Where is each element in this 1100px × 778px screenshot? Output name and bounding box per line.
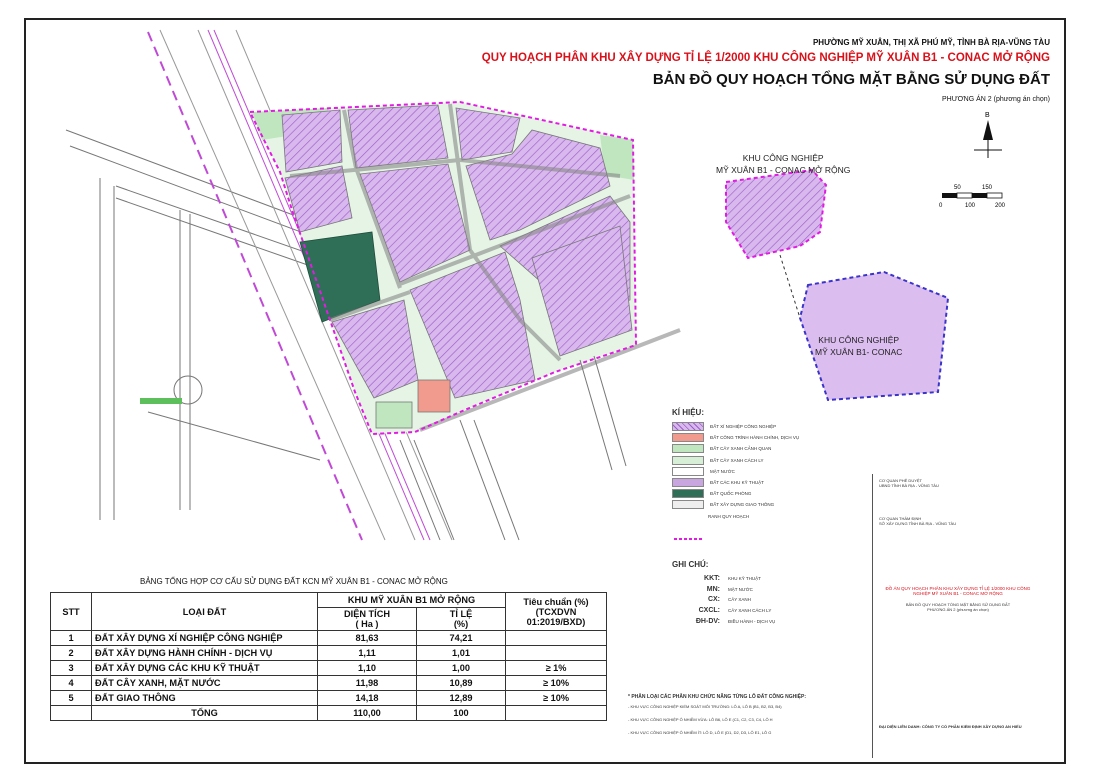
zone-label-expanded: KHU CÔNG NGHIỆP MỸ XUÂN B1 - CONAC MỞ RỘNG	[716, 153, 851, 175]
classification-row: - KHU VỰC CÔNG NGHIỆP KIỂM SOÁT MÔI TRƯỜNG: LÔ A, LÔ B (B1, B2, B3, B4)	[628, 704, 782, 709]
tb-approver-name: UBND TỈNH BÀ RỊA - VŨNG TÀU	[879, 483, 939, 488]
tb-consultant: ĐẠI DIỆN LIÊN DANH: CÔNG TY CỔ PHẦN KIỂM ĐỊNH XÂY DỰNG AN HIẾU	[879, 724, 1022, 729]
cell-area: 11,98	[318, 676, 417, 691]
cell-stt: 3	[51, 661, 92, 676]
scale-bar	[942, 193, 1002, 198]
legend-title: KÍ HIỆU:	[672, 408, 704, 417]
cell-ratio: 1,01	[417, 646, 506, 661]
swatch-technical	[672, 478, 704, 487]
cell-total-label: TỔNG	[92, 706, 318, 721]
legend-label: ĐẤT CÁC KHU KỸ THUẬT	[710, 480, 764, 486]
note-item	[672, 595, 872, 606]
table-row	[51, 646, 607, 661]
tb-sheet: BẢN ĐỒ QUY HOẠCH TỔNG MẶT BẰNG SỬ DỤNG ĐẤT	[905, 602, 1011, 607]
legend-label: ĐẤT QUỐC PHÒNG	[710, 491, 752, 497]
cell-std: ≥ 10%	[506, 691, 607, 706]
green-park-block	[376, 402, 412, 428]
cell-std	[506, 646, 607, 661]
scale-tick: 100	[965, 203, 976, 209]
legend-label: ĐẤT CÂY XANH CẢNH QUAN	[710, 446, 772, 452]
cell-std: ≥ 1%	[506, 661, 607, 676]
th-group: KHU MỸ XUÂN B1 MỞ RỘNG	[318, 593, 506, 608]
note-item	[672, 605, 872, 616]
cell-area: 14,18	[318, 691, 417, 706]
legend-label: ĐẤT XÍ NGHIỆP CÔNG NGHIỆP	[710, 424, 777, 430]
cell-name: ĐẤT XÂY DỰNG XÍ NGHIỆP CÔNG NGHIỆP	[92, 631, 318, 646]
legend-item	[672, 466, 862, 477]
tb-appraiser-name: SỞ XÂY DỰNG TỈNH BÀ RỊA - VŨNG TÀU	[879, 521, 957, 526]
legend-label: MẶT NƯỚC	[710, 468, 735, 474]
cell-stt: 2	[51, 646, 92, 661]
tb-sheet-option: PHƯƠNG ÁN 2 (phương án chọn)	[927, 607, 989, 612]
table-caption: BẢNG TỔNG HỢP CƠ CẤU SỬ DỤNG ĐẤT KCN MỸ XUÂN B1 - CONAC MỞ RỘNG	[140, 577, 448, 586]
link-line	[780, 255, 800, 318]
note-value: CÂY XANH CÁCH LY	[728, 608, 772, 614]
scale-tick: 200	[995, 203, 1006, 209]
note-value: ĐIỀU HÀNH - DỊCH VỤ	[728, 619, 776, 625]
note-item	[672, 584, 872, 595]
header-location: PHƯỜNG MỸ XUÂN, THỊ XÃ PHÚ MỸ, TỈNH BÀ RỊA-VŨNG TÀU	[812, 38, 1050, 47]
zone-label-existing: KHU CÔNG NGHIỆP MỸ XUÂN B1- CONAC	[815, 335, 903, 357]
cell-area: 1,10	[318, 661, 417, 676]
legend-item	[672, 511, 862, 522]
note-key: MN:	[706, 585, 720, 593]
classification-row: - KHU VỰC CÔNG NGHIỆP Ô NHIỄM ÍT: LÔ D, LÔ E (D1, D2, D3, LÔ E1, LÔ G	[628, 730, 772, 735]
north-label: B	[985, 112, 990, 119]
note-key: KKT:	[704, 574, 720, 582]
swatch-admin	[672, 433, 704, 442]
legend-label: RANH QUY HOẠCH	[708, 513, 750, 519]
note-value: CÂY XANH	[728, 597, 751, 603]
note-key: ĐH-DV:	[695, 618, 720, 626]
swatch-boundary	[672, 513, 702, 520]
legend-label: ĐẤT CÔNG TRÌNH HÀNH CHÍNH, DỊCH VỤ	[710, 435, 800, 441]
notes	[672, 560, 872, 627]
cell-total-ratio: 100	[417, 706, 506, 721]
header-title: QUY HOẠCH PHÂN KHU XÂY DỰNG TỈ LỆ 1/2000 KHU CÔNG NGHIỆP MỸ XUÂN B1 - CONAC MỞ RỘNG	[481, 52, 1050, 64]
legend	[672, 408, 862, 522]
tb-approver: CƠ QUAN PHÊ DUYỆT	[879, 478, 922, 483]
tb-project: ĐỒ ÁN QUY HOẠCH PHÂN KHU XÂY DỰNG TỈ LỆ 1/2000 KHU CÔNG NGHIỆP MỸ XUÂN B1 - CONAC MỞ RỘNG	[885, 586, 1031, 596]
header-subtitle: BẢN ĐỒ QUY HOẠCH TỔNG MẶT BẰNG SỬ DỤNG ĐẤT	[652, 71, 1050, 88]
cell-std	[506, 631, 607, 646]
th-stt: STT	[51, 593, 92, 631]
cell-name: ĐẤT CÂY XANH, MẶT NƯỚC	[92, 676, 318, 691]
cell-stt: 1	[51, 631, 92, 646]
legend-label: ĐẤT CÂY XANH CÁCH LY	[710, 457, 764, 463]
classification-title: * PHÂN LOẠI CÁC PHÂN KHU CHỨC NĂNG TỪNG LÔ ĐẤT CÔNG NGHIỆP:	[628, 694, 807, 700]
cell-std: ≥ 10%	[506, 676, 607, 691]
cell-ratio: 10,89	[417, 676, 506, 691]
legend-item	[672, 443, 862, 454]
title-block	[872, 474, 1043, 758]
cell-stt: 4	[51, 676, 92, 691]
note-item	[672, 616, 872, 627]
green-strip	[140, 398, 182, 404]
table-row	[51, 691, 607, 706]
note-key: CXCL:	[698, 607, 720, 615]
scale-tick: 150	[982, 185, 993, 191]
swatch-water	[672, 467, 704, 476]
cell-name: ĐẤT XÂY DỰNG CÁC KHU KỸ THUẬT	[92, 661, 318, 676]
table-row	[51, 631, 607, 646]
land-use-table	[50, 592, 607, 721]
classification-notes	[628, 694, 868, 743]
legend-item	[672, 421, 862, 432]
note-value: KHU KỸ THUẬT	[728, 575, 761, 581]
expanded-zone-east	[726, 170, 826, 258]
th-type: LOẠI ĐẤT	[92, 593, 318, 631]
cell-total-area: 110,00	[318, 706, 417, 721]
cell-area: 1,11	[318, 646, 417, 661]
cell-ratio: 1,00	[417, 661, 506, 676]
cell-name: ĐẤT GIAO THÔNG	[92, 691, 318, 706]
note-value: MẶT NƯỚC	[728, 586, 753, 592]
th-standard: Tiêu chuẩn (%) (TCXDVN 01:2019/BXD)	[506, 593, 607, 631]
scale-tick: 50	[954, 185, 961, 191]
swatch-green	[672, 444, 704, 453]
legend-label: ĐẤT XÂY DỰNG GIAO THÔNG	[710, 502, 775, 508]
cell-stt: 5	[51, 691, 92, 706]
cell-ratio: 74,21	[417, 631, 506, 646]
notes-title: GHI CHÚ:	[672, 560, 709, 569]
legend-item	[672, 455, 862, 466]
swatch-industrial	[672, 422, 704, 431]
legend-item	[672, 477, 862, 488]
classification-row: - KHU VỰC CÔNG NGHIỆP Ô NHIỄM VỪA: LÔ B6, LÔ E (C1, C2, C3, C4, LÔ H	[628, 717, 773, 722]
th-ratio: TỈ LỆ (%)	[417, 608, 506, 631]
cell-area: 81,63	[318, 631, 417, 646]
swatch-transport	[672, 500, 704, 509]
legend-item	[672, 488, 862, 499]
admin-services-block	[418, 380, 450, 412]
cell-ratio: 12,89	[417, 691, 506, 706]
legend-item	[672, 432, 862, 443]
table-row	[51, 676, 607, 691]
tb-appraiser: CƠ QUAN THẨM ĐỊNH	[879, 516, 922, 521]
swatch-defense	[672, 489, 704, 498]
north-arrow	[974, 120, 1002, 158]
header-option: PHƯƠNG ÁN 2 (phương án chọn)	[941, 96, 1050, 103]
th-area: DIỆN TÍCH ( Ha )	[318, 608, 417, 631]
table-total-row	[51, 706, 607, 721]
cell-name: ĐẤT XÂY DỰNG HÀNH CHÍNH - DỊCH VỤ	[92, 646, 318, 661]
table-row	[51, 661, 607, 676]
note-key: CX:	[707, 596, 720, 604]
scale-tick: 0	[939, 203, 943, 209]
swatch-buffer-green	[672, 456, 704, 465]
note-item	[672, 573, 872, 584]
legend-item	[672, 499, 862, 510]
